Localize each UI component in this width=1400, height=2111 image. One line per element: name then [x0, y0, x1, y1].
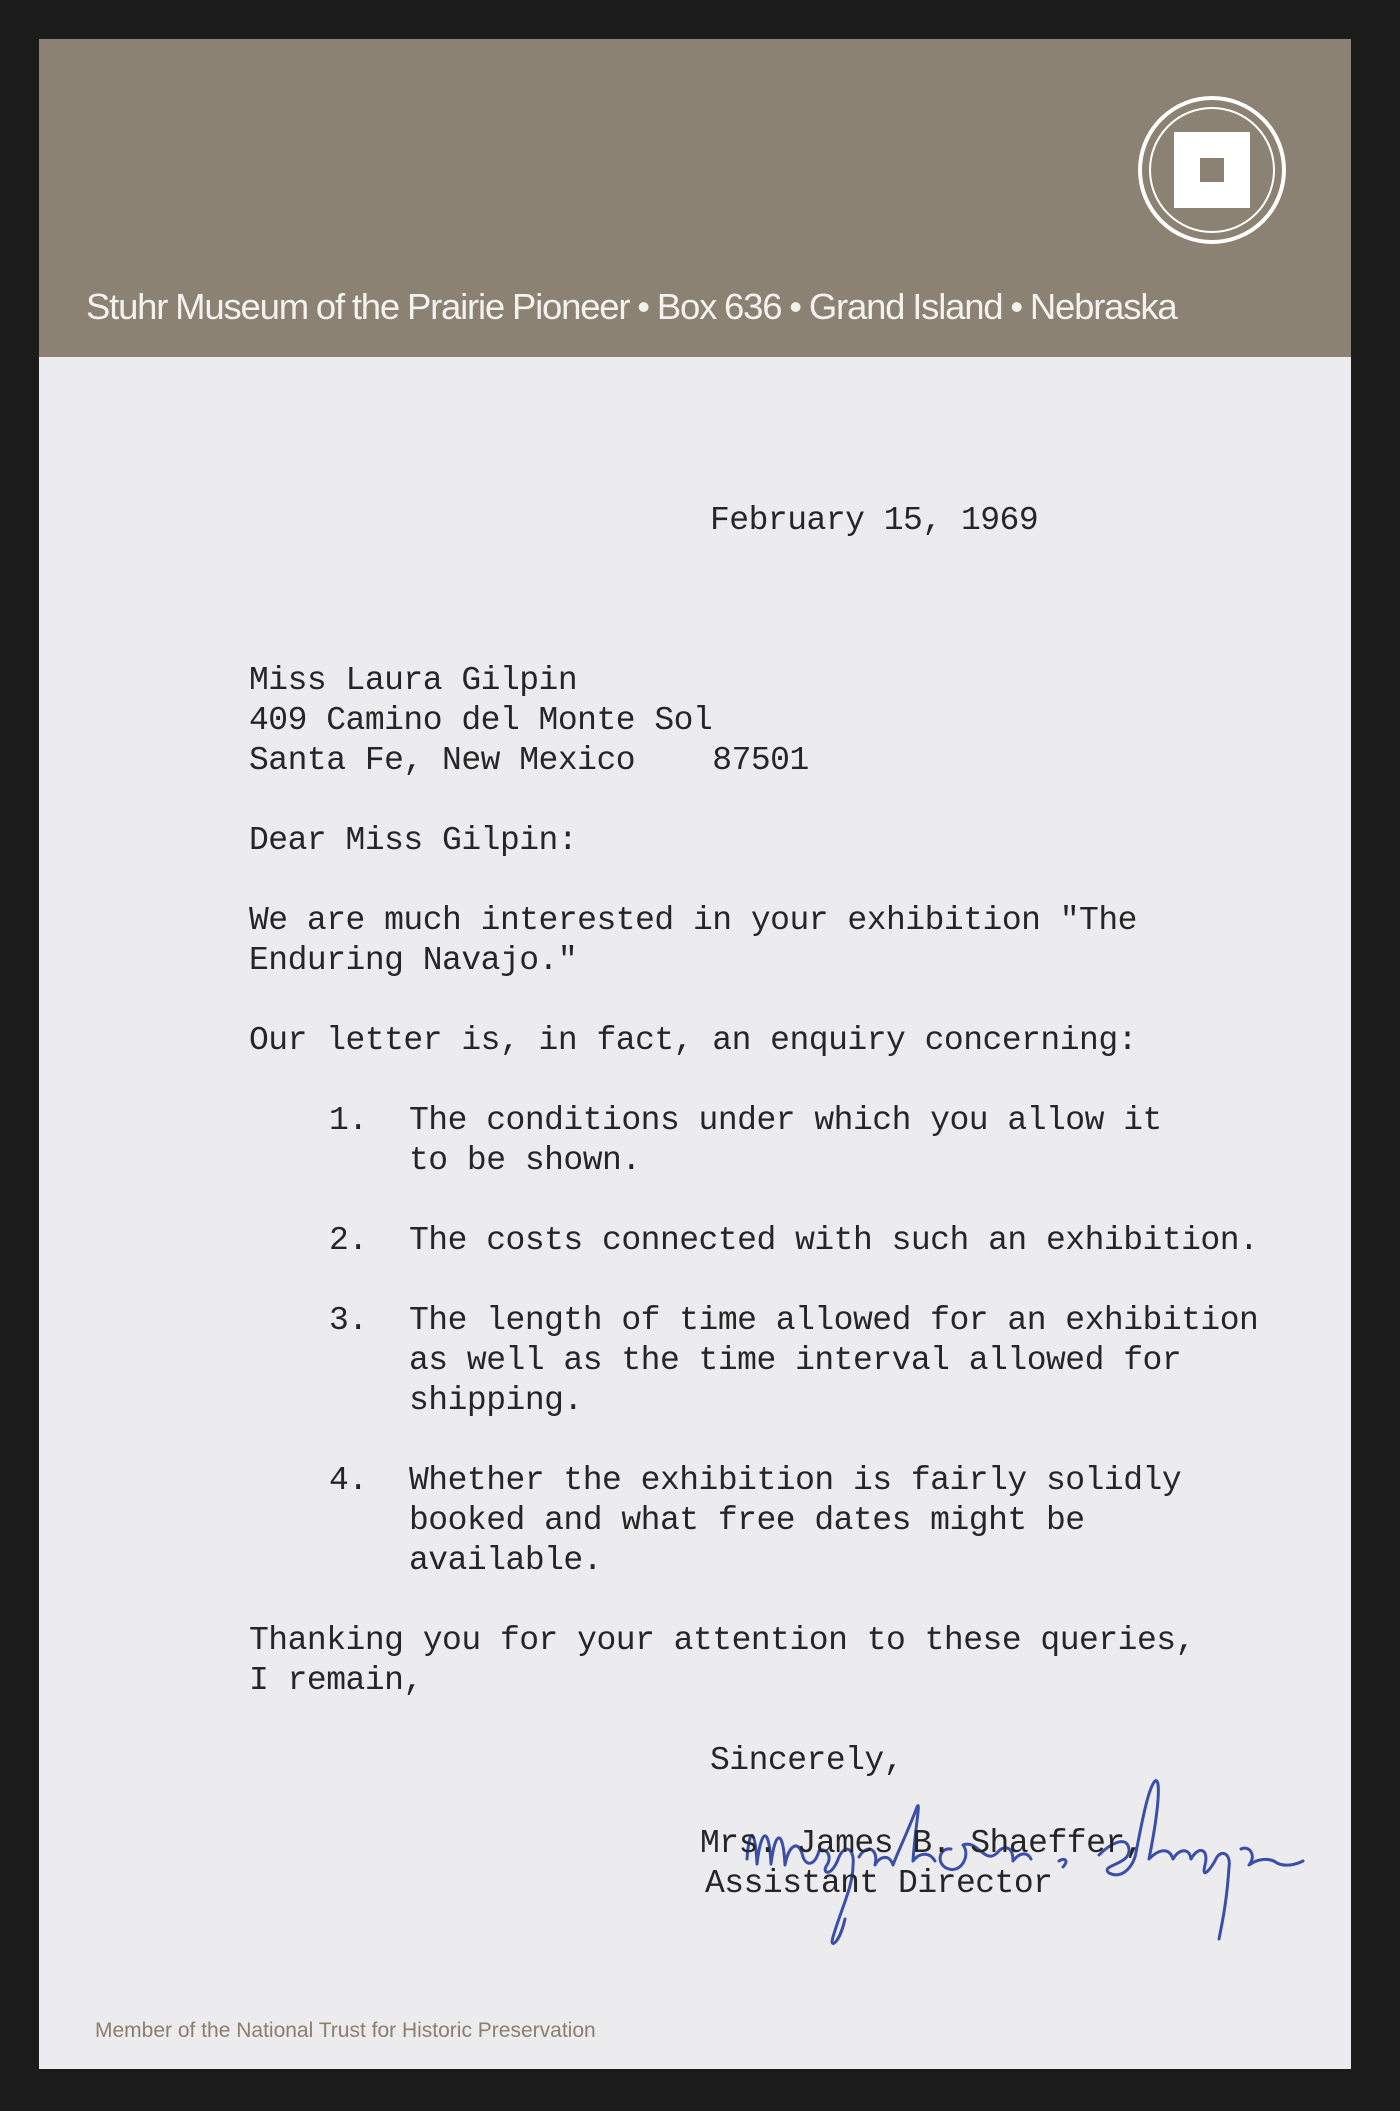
address-line: 409 Camino del Monte Sol [249, 702, 713, 739]
list-item-line: The conditions under which you allow it [409, 1102, 1162, 1139]
list-item-line: available. [409, 1542, 603, 1579]
paragraph-line: Our letter is, in fact, an enquiry concerning: [249, 1022, 1137, 1059]
letterhead-title: Stuhr Museum of the Prairie Pioneer • Box 636 • Grand Island • Nebraska [86, 286, 1177, 327]
list-item-line: as well as the time interval allowed for [409, 1342, 1182, 1379]
paragraph-line: Enduring Navajo." [249, 942, 578, 979]
paragraph-line: I remain, [249, 1662, 423, 1699]
letterhead-band [39, 39, 1351, 357]
complimentary-close: Sincerely, [710, 1742, 904, 1779]
list-item-line: shipping. [409, 1382, 583, 1419]
list-item-line: The costs connected with such an exhibition. [409, 1222, 1259, 1259]
list-number: 3. [329, 1302, 368, 1339]
signer-title: Assistant Director [705, 1865, 1053, 1902]
list-number: 4. [329, 1462, 368, 1499]
list-number: 1. [329, 1102, 368, 1139]
letter-date: February 15, 1969 [710, 502, 1039, 539]
museum-logo-icon [1137, 95, 1287, 245]
list-item-line: The length of time allowed for an exhibition [409, 1302, 1259, 1339]
list-item-line: to be shown. [409, 1142, 641, 1179]
signer-name: Mrs. James B. Shaeffer, [700, 1825, 1144, 1862]
paragraph-line: Thanking you for your attention to these queries, [249, 1622, 1195, 1659]
address-line: Miss Laura Gilpin [249, 662, 578, 699]
list-item-line: booked and what free dates might be [409, 1502, 1085, 1539]
list-item-line: Whether the exhibition is fairly solidly [409, 1462, 1182, 1499]
salutation: Dear Miss Gilpin: [249, 822, 578, 859]
address-line: Santa Fe, New Mexico 87501 [249, 742, 809, 779]
footer-note: Member of the National Trust for Historic Preservation [95, 2019, 596, 2042]
list-number: 2. [329, 1222, 368, 1259]
paragraph-line: We are much interested in your exhibition "The [249, 902, 1137, 939]
letter-page [39, 39, 1351, 2069]
